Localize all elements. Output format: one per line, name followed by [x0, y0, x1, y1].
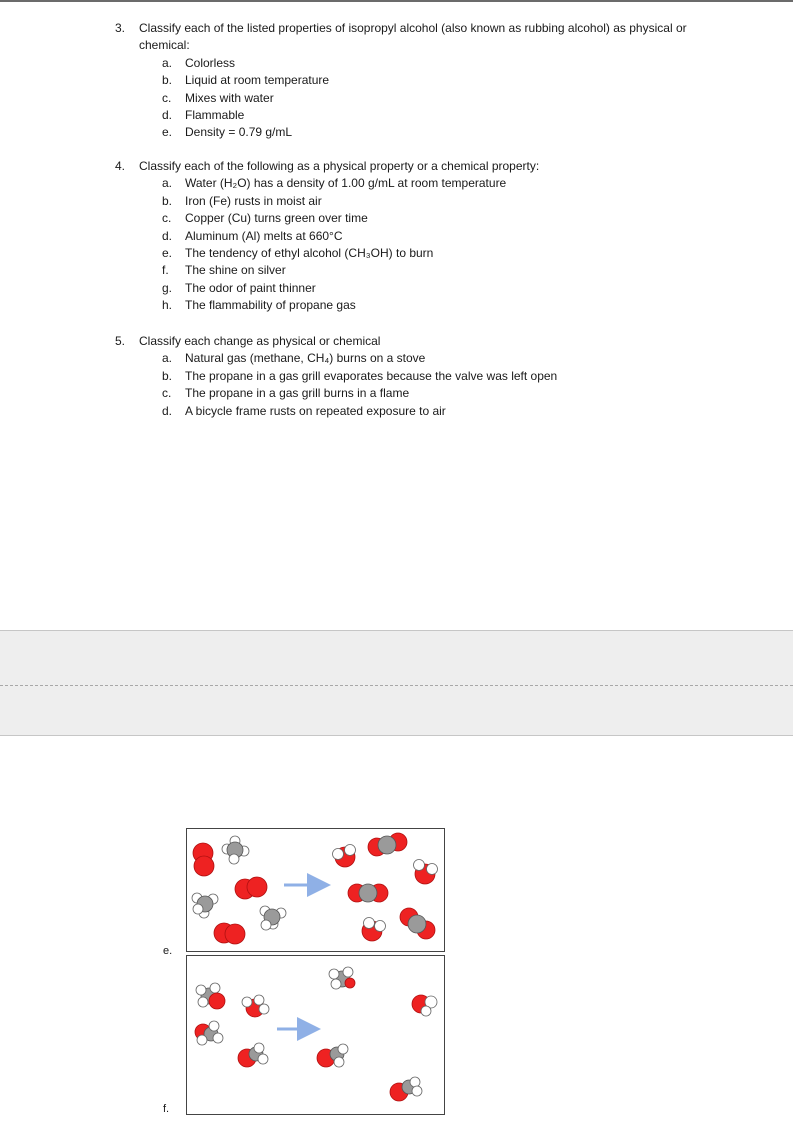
page-break-dashed-line: [0, 685, 793, 686]
list-item: [115, 175, 715, 192]
item-letter: h.: [162, 298, 173, 313]
question-prompt: Classify each change as physical or chemical: [139, 334, 381, 348]
question-number: 3.: [115, 21, 126, 35]
alcohol-molecule: [195, 1021, 223, 1045]
list-item: [115, 350, 715, 367]
item-text: The odor of paint thinner: [185, 280, 316, 295]
question-prompt: Classify each of the listed properties of isopropyl alcohol (also known as rubbing alcohol) as physical or chemical:: [139, 21, 687, 53]
item-text: Density = 0.79 g/mL: [185, 125, 293, 140]
alcohol-molecule: [196, 983, 225, 1009]
oxygen-molecule: [193, 843, 214, 876]
item-letter: b.: [162, 73, 173, 88]
list-item: [115, 262, 715, 279]
item-letter: b.: [162, 193, 173, 208]
oxygen-molecule: [235, 877, 267, 899]
item-text: The shine on silver: [185, 263, 286, 278]
item-text: The propane in a gas grill evaporates because the valve was left open: [185, 368, 558, 383]
question-3: [115, 20, 715, 142]
list-item: [115, 297, 715, 314]
figure-label-f: f.: [163, 1103, 170, 1115]
top-rule: [0, 0, 793, 2]
list-item: [115, 90, 715, 107]
item-letter: d.: [162, 228, 173, 243]
carbon-dioxide-molecule: [348, 884, 388, 902]
question-prompt: Classify each of the following as a physical property or a chemical property:: [139, 159, 540, 173]
item-letter: c.: [162, 211, 172, 226]
item-letter: a.: [162, 55, 173, 70]
list-item: [115, 403, 715, 420]
page-break-band: [0, 631, 793, 735]
sub-question-list: [115, 55, 715, 142]
molecule-scene-f: [187, 956, 446, 1116]
item-text: The propane in a gas grill burns in a flame: [185, 386, 410, 401]
sub-question-list: [115, 350, 715, 420]
question-number: 5.: [115, 334, 126, 348]
question-number: 4.: [115, 159, 126, 173]
item-text: A bicycle frame rusts on repeated exposure to air: [185, 403, 446, 418]
water-molecule: [362, 918, 386, 942]
item-text: The tendency of ethyl alcohol (CH₃OH) to burn: [185, 246, 434, 261]
list-item: [115, 193, 715, 210]
oxygen-molecule: [214, 923, 245, 944]
item-letter: c.: [162, 386, 172, 401]
list-item: [115, 228, 715, 245]
list-item: [115, 107, 715, 124]
item-letter: e.: [162, 125, 173, 140]
item-text: Natural gas (methane, CH₄) burns on a stove: [185, 351, 426, 366]
item-letter: b.: [162, 368, 173, 383]
list-item: [115, 55, 715, 72]
methane-molecule: [260, 906, 286, 930]
list-item: [115, 124, 715, 141]
list-item: [115, 72, 715, 89]
figure-panel-e: [186, 828, 445, 952]
item-letter: e.: [162, 246, 173, 261]
item-letter: c.: [162, 90, 172, 105]
alcohol-molecule: [317, 1044, 348, 1067]
list-item: [115, 280, 715, 297]
methane-molecule: [222, 836, 249, 864]
water-molecule: [414, 860, 438, 885]
alcohol-molecule: [329, 967, 355, 989]
sub-question-list: [115, 175, 715, 314]
list-item: [115, 385, 715, 402]
water-molecule: [333, 845, 356, 868]
alcohol-molecule: [238, 1043, 268, 1067]
item-text: Iron (Fe) rusts in moist air: [185, 193, 322, 208]
alcohol-molecule: [242, 995, 269, 1017]
item-text: Flammable: [185, 108, 245, 123]
item-letter: d.: [162, 403, 173, 418]
methane-molecule: [192, 893, 218, 918]
item-text: Copper (Cu) turns green over time: [185, 211, 368, 226]
carbon-dioxide-molecule: [368, 833, 407, 856]
item-text: Aluminum (Al) melts at 660°C: [185, 228, 343, 243]
page-break-bottom-line: [0, 735, 793, 736]
item-text: Colorless: [185, 55, 236, 70]
item-letter: d.: [162, 108, 173, 123]
question-5: [115, 333, 715, 420]
item-letter: a.: [162, 176, 173, 191]
item-letter: f.: [162, 263, 169, 278]
question-4: [115, 158, 715, 315]
item-letter: g.: [162, 280, 173, 295]
list-item: [115, 210, 715, 227]
figure-panel-f: [186, 955, 445, 1115]
alcohol-molecule: [412, 995, 437, 1016]
alcohol-molecule: [390, 1077, 422, 1101]
item-text: Liquid at room temperature: [185, 73, 330, 88]
molecule-scene-e: [187, 829, 446, 953]
item-text: Water (H₂O) has a density of 1.00 g/mL at room temperature: [185, 176, 507, 191]
carbon-dioxide-molecule: [400, 908, 435, 939]
item-letter: a.: [162, 351, 173, 366]
list-item: [115, 368, 715, 385]
item-text: Mixes with water: [185, 90, 274, 105]
figure-label-e: e.: [163, 945, 173, 957]
item-text: The flammability of propane gas: [185, 298, 356, 313]
list-item: [115, 245, 715, 262]
